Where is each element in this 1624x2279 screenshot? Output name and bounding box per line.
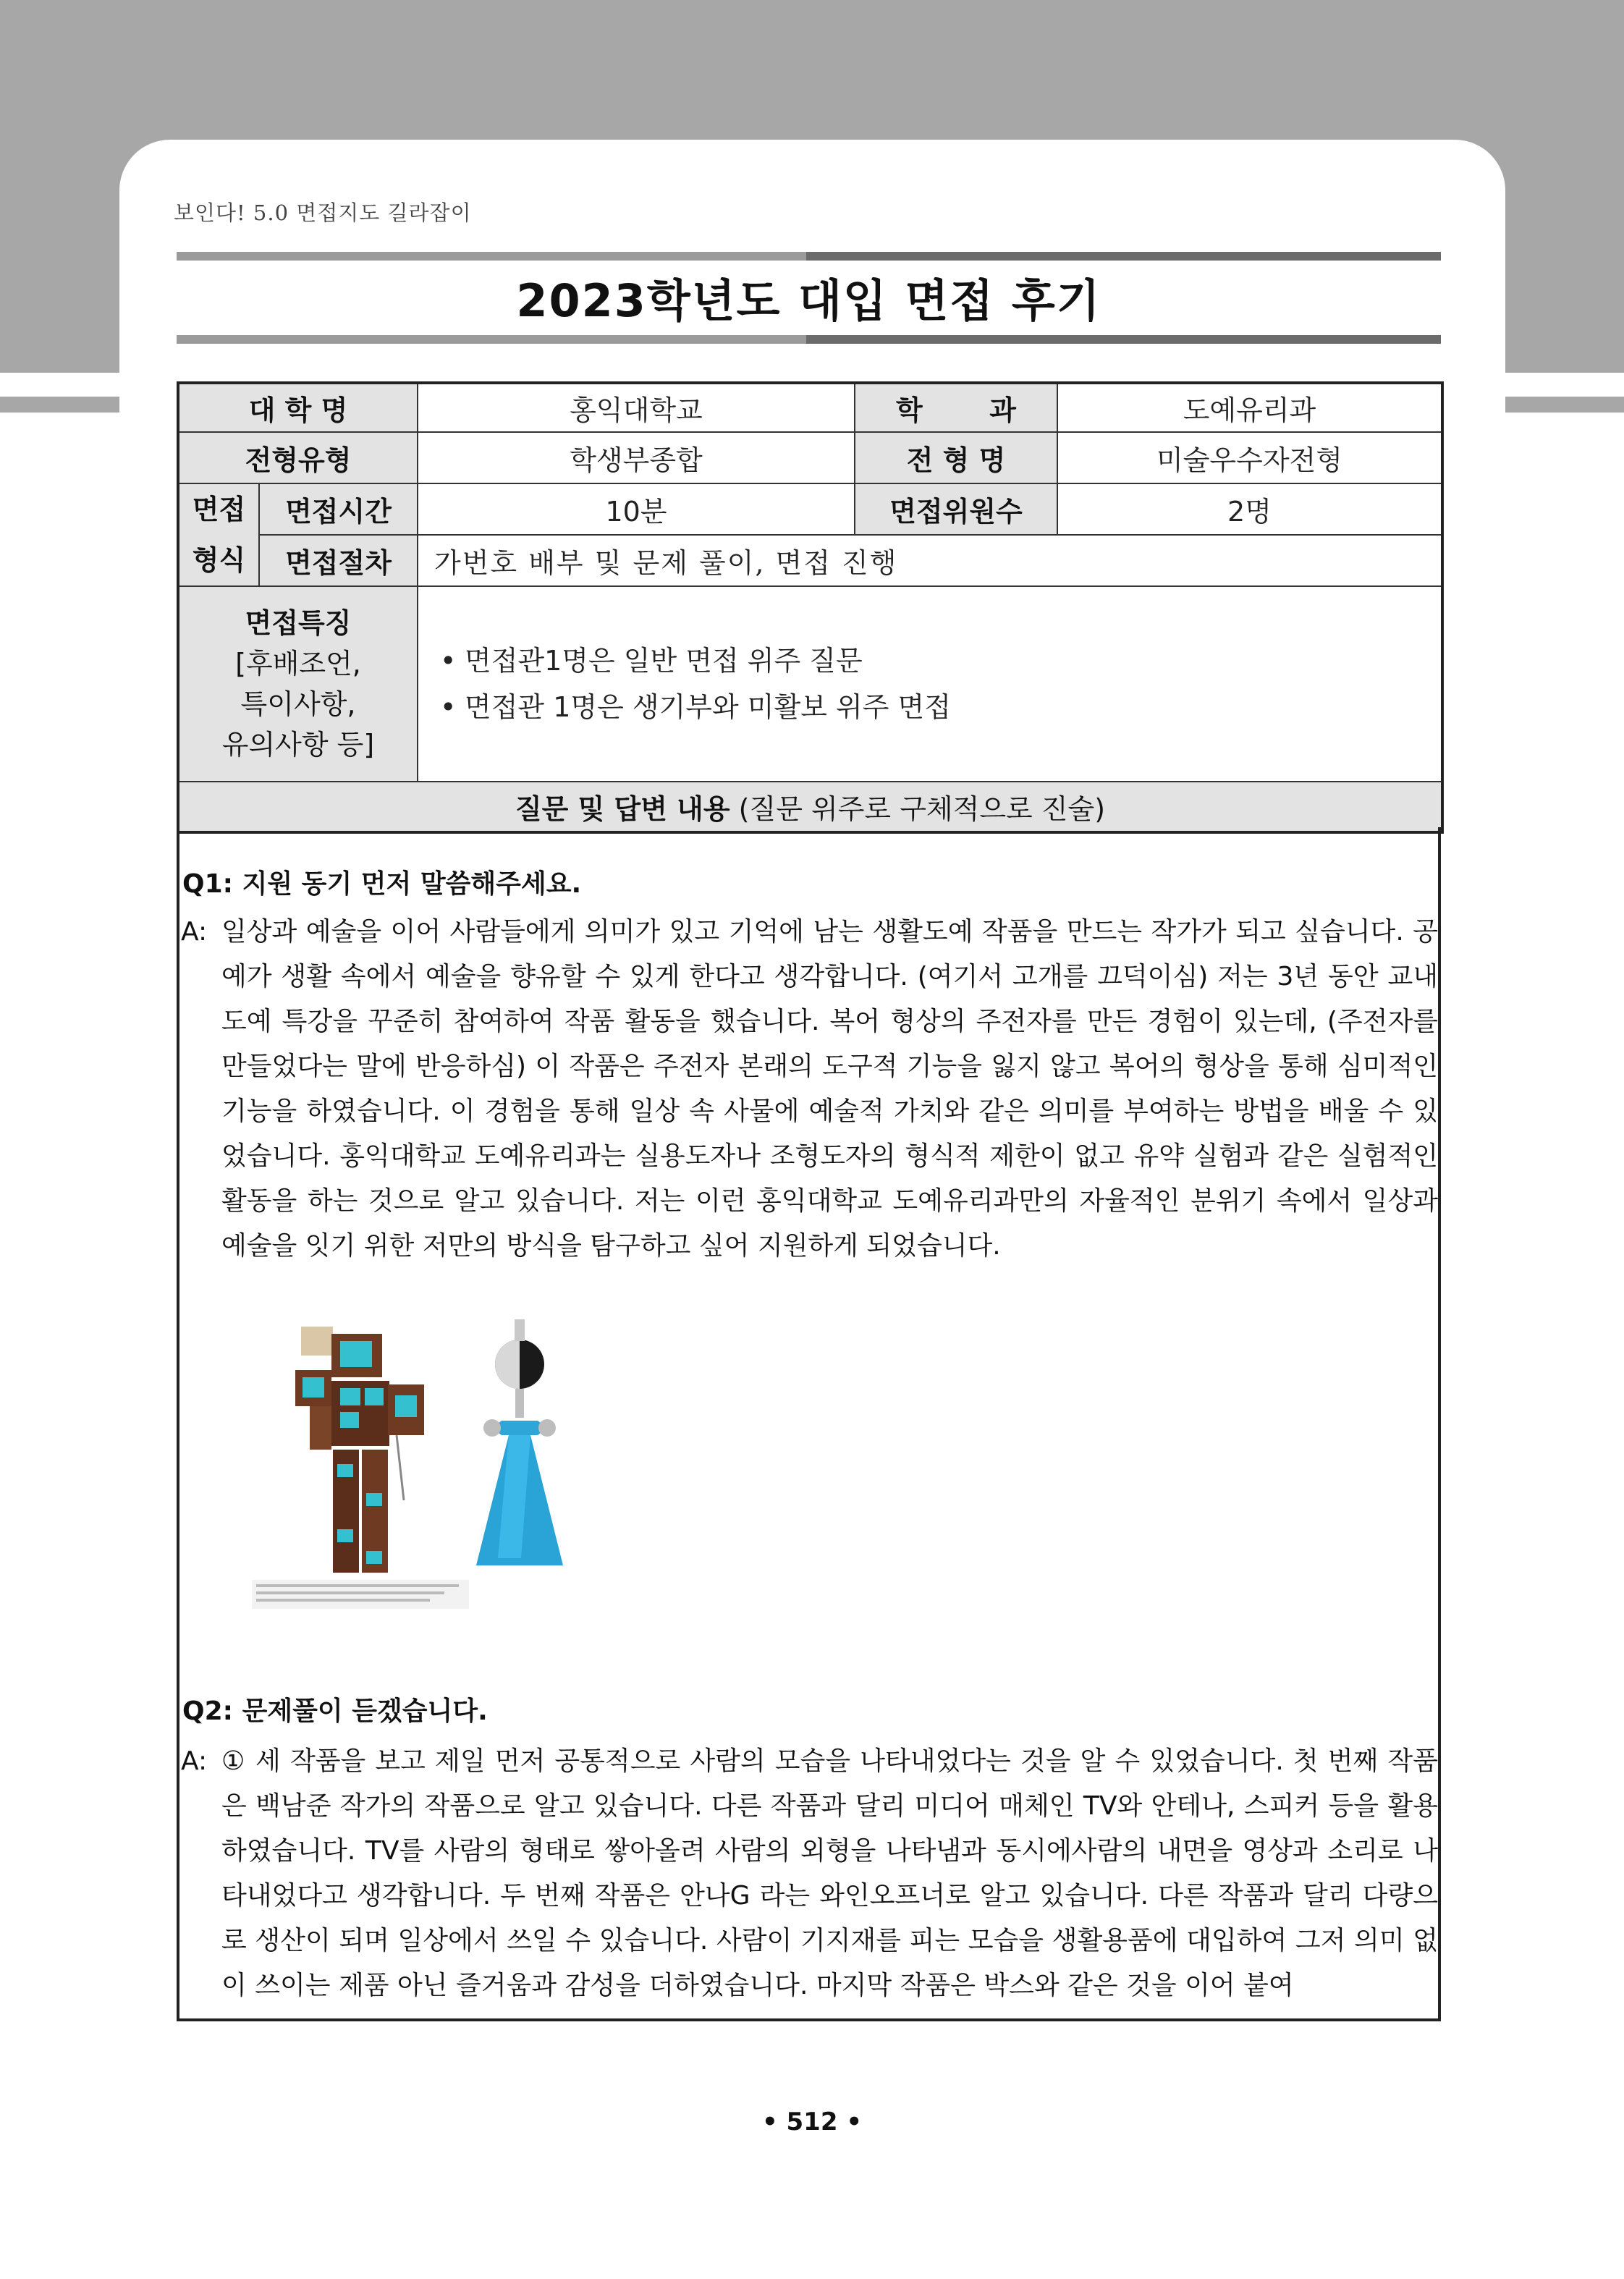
dept-value: 도예유리과 <box>1057 383 1442 432</box>
qa-content <box>177 827 1441 2021</box>
tv-robot-image <box>295 1327 424 1573</box>
dept-label: 학 과 <box>855 383 1057 432</box>
qa-header-bold: 질문 및 답변 내용 <box>515 793 730 825</box>
time-value: 10분 <box>418 483 855 535</box>
answer-1 <box>179 910 1438 1269</box>
univ-value: 홍익대학교 <box>418 383 855 432</box>
list-item: • 면접관1명은 일반 면접 위주 질문 <box>436 638 1435 684</box>
features-label-line3: 특이사항, <box>240 688 356 720</box>
name-value: 미술우수자전형 <box>1057 432 1442 483</box>
table-row <box>178 535 1442 586</box>
features-label-line2: [후배조언, <box>235 648 361 680</box>
table-row <box>178 782 1442 832</box>
features-label <box>178 586 418 782</box>
format-label <box>178 483 259 586</box>
proc-label: 면접절차 <box>259 535 418 586</box>
univ-label: 대 학 명 <box>178 383 418 432</box>
proc-value: 가번호 배부 및 문제 풀이, 면접 진행 <box>418 535 1442 586</box>
answer-2 <box>179 1739 1438 2008</box>
anna-g-corkscrew-image <box>476 1319 563 1565</box>
features-label-line4: 유의사항 등] <box>221 729 375 761</box>
left-side-bar <box>0 397 119 413</box>
right-side-bar <box>1505 397 1624 413</box>
qa-header <box>178 782 1442 832</box>
format-label-line2: 형식 <box>192 544 246 576</box>
table-row <box>178 432 1442 483</box>
features-label-line1: 면접특징 <box>245 607 352 639</box>
answer-2-text: ① 세 작품을 보고 제일 먼저 공통적으로 사람의 모습을 나타내었다는 것을 알 수 있었습니다. 첫 번째 작품은 백남준 작가의 작품으로 알고 있습니다. 다른 작품과 달리 미디어 매체인 TV와 안테나, 스피커 등을 활용하였습니다. TV를 사람의 형태로 쌓아올려 사람의 외형을 나타냄과 동시에사람의 내면을 영상과 소리로 나타내었다고 생각합니다. 두 번째 작품은 안나G 라는 와인오프너로 알고 있습니다. 다른 작품과 달리 다량으로 생산이 되며 일상에서 쓰일 수 있습니다. 사람이 기지재를 피는 모습을 생활용품에 대입하여 그저 의미 없이 쓰이는 제품 아닌 즐거움과 감성을 더하였습니다. 마지막 작품은 박스와 같은 것을 이어 붙여 <box>221 1746 1438 2000</box>
table-row <box>178 483 1442 535</box>
table-row <box>178 586 1442 782</box>
title-rule-bottom <box>177 335 1441 344</box>
qa-header-normal: (질문 위주로 구체적으로 진술) <box>729 793 1106 825</box>
question-2: Q2: 문제풀이 듣겠습니다. <box>182 1696 488 1726</box>
question-1: Q1: 지원 동기 먼저 말씀해주세요. <box>182 869 582 899</box>
features-list <box>436 638 1435 730</box>
panel-label: 면접위원수 <box>855 483 1057 535</box>
panel-value: 2명 <box>1057 483 1442 535</box>
artwork-images <box>252 1319 657 1609</box>
answer-label: A: <box>181 917 208 947</box>
title-rule-top <box>177 252 1441 261</box>
type-value: 학생부종합 <box>418 432 855 483</box>
type-label: 전형유형 <box>178 432 418 483</box>
page-title: 2023학년도 대입 면접 후기 <box>516 274 1101 327</box>
list-item: • 면접관 1명은 생기부와 미활보 위주 면접 <box>436 684 1435 730</box>
name-label: 전 형 명 <box>855 432 1057 483</box>
running-head: 보인다! 5.0 면접지도 길라잡이 <box>174 200 472 225</box>
time-label: 면접시간 <box>259 483 418 535</box>
artwork-figures <box>252 1319 657 1609</box>
answer-label: A: <box>181 1746 208 1776</box>
features-value <box>418 586 1442 782</box>
interview-info-table <box>177 381 1444 834</box>
table-row <box>178 383 1442 432</box>
page-number: • 512 • <box>761 2107 863 2136</box>
format-label-line1: 면접 <box>192 494 246 525</box>
answer-1-text: 일상과 예술을 이어 사람들에게 의미가 있고 기억에 남는 생활도예 작품을 만드는 작가가 되고 싶습니다. 공예가 생활 속에서 예술을 향유할 수 있게 한다고 생각합니다. (여기서 고개를 끄덕이심) 저는 3년 동안 교내 도예 특강을 꾸준히 참여하여 작품 활동을 했습니다. 복어 형상의 주전자를 만든 경험이 있는데, (주전자를 만들었다는 말에 반응하심) 이 작품은 주전자 본래의 도구적 기능을 잃지 않고 복어의 형상을 통해 심미적인 기능을 하였습니다. 이 경험을 통해 일상 속 사물에 예술적 가치와 같은 의미를 부여하는 방법을 배울 수 있었습니다. 홍익대학교 도예유리과는 실용도자나 조형도자의 형식적 제한이 없고 유약 실험과 같은 실험적인 활동을 하는 것으로 알고 있습니다. 저는 이런 홍익대학교 도예유리과만의 자율적인 분위기 속에서 일상과 예술을 잇기 위한 저만의 방식을 탐구하고 싶어 지원하게 되었습니다. <box>221 917 1438 1261</box>
